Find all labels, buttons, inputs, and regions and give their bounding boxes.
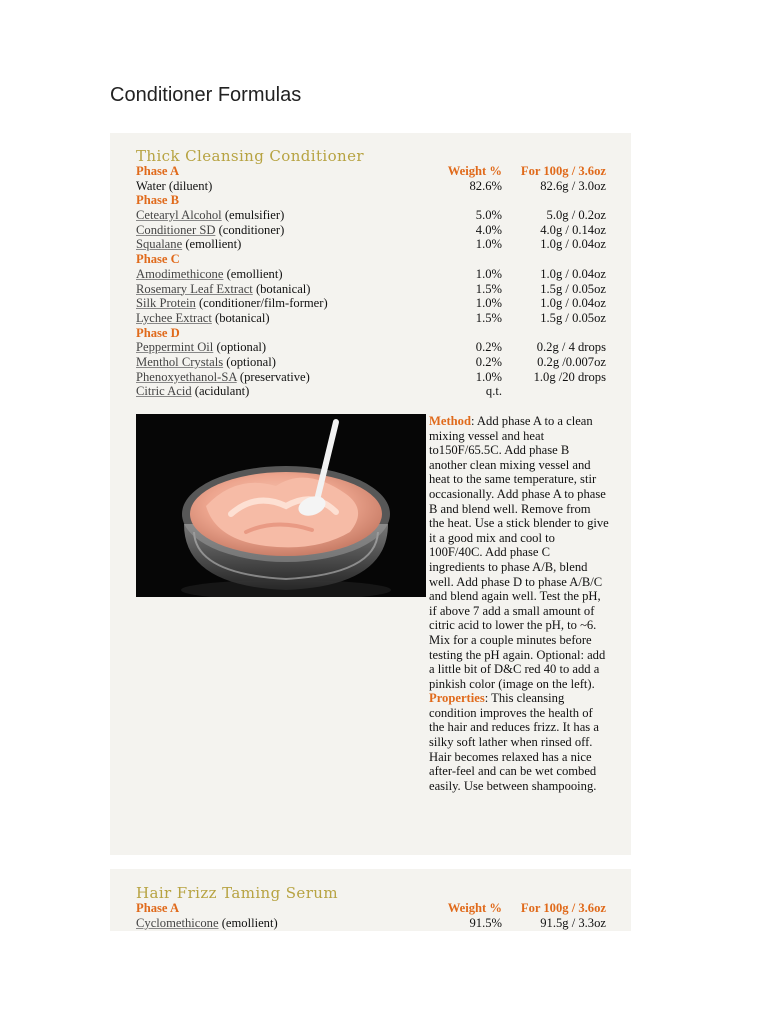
method-text: : Add phase A to a clean mixing vessel and heat to150F/65.5C. Add phase B another clean mixing vessel and heat to the same temperature, stir occasionally. Add phase A to phase B and blend well. Remove from the heat. Use a stick blender to give it a good mix and cool to 100F/40C. Add phase C ingredients to phase A/B, blend well. Add phase D to phase A/B/C and blend again well. Test the pH, if above 7 add a small amount of citric acid to lower the pH, to ~6. Mix for a couple minutes before testing the pH again. Optional: add a little bit of D&C red 40 to add a pinkish color (image on the left). [429,414,609,691]
ingredient-name [136,916,278,931]
ingredient-name [136,208,284,223]
ingredient-name [136,355,276,370]
weight-percent: 82.6% [469,178,502,193]
formula-card-thick-cleansing-conditioner [110,133,631,855]
phase-header [136,326,606,341]
ingredient-role: (conditioner) [215,222,285,237]
properties-label: Properties [429,691,485,706]
batch-amount: 0.2g /0.007oz [537,354,606,369]
amount-column-header: For 100g / 3.6oz [520,164,606,178]
ingredient-row [136,208,606,223]
ingredient-role: (preservative) [236,369,310,384]
ingredient-role: (conditioner/film-former) [195,296,328,311]
weight-percent: 1.0% [475,296,502,311]
page-title: Conditioner Formulas [110,84,302,106]
ingredient-row [136,223,606,238]
ingredient-name [136,282,311,297]
weight-percent: 5.0% [475,208,502,223]
weight-percent: q.t. [485,384,502,399]
ingredient-name [136,311,270,326]
ingredient-name [136,296,328,311]
batch-amount: 1.0g / 0.04oz [540,296,606,311]
ingredient-link[interactable]: Silk Protein [136,296,196,311]
batch-amount: 1.0g /20 drops [533,369,606,384]
ingredient-link[interactable]: Squalane [136,237,183,252]
ingredient-row [136,282,606,297]
phase-header [136,252,606,267]
weight-percent: 1.0% [475,237,502,252]
ingredient-link[interactable]: Menthol Crystals [136,354,224,369]
ingredient-role: (emollient) [218,915,278,930]
ingredient-role: (emollient) [223,266,283,281]
weight-percent: 1.5% [475,310,502,325]
ingredient-name [136,384,249,399]
phase-label: Phase A [136,164,180,178]
weight-column-header: Weight % [447,901,502,915]
ingredient-row [136,355,606,370]
product-photo [136,414,426,597]
ingredient-link[interactable]: Lychee Extract [136,310,212,325]
phase-header [136,901,606,916]
phase-label: Phase B [136,193,180,208]
ingredient-link[interactable]: Citric Acid [136,384,192,399]
batch-amount: 5.0g / 0.2oz [546,208,606,223]
ingredient-role: (botanical) [211,310,270,325]
batch-amount: 1.5g / 0.05oz [540,281,606,296]
weight-column-header: Weight % [447,164,502,178]
properties-text: : This cleansing condition improves the health of the hair and reduces frizz. It has a silky soft lather when rinsed off. Hair becomes relaxed has a nice after-feel and can be wet combed easily. Use between shampooing. [429,691,599,793]
weight-percent: 0.2% [475,354,502,369]
ingredient-row [136,267,606,282]
formula-title: Hair Frizz Taming Serum [136,884,338,902]
batch-amount: 0.2g / 4 drops [536,340,606,355]
phase-label: Phase C [136,252,180,267]
ingredient-role: (optional) [223,354,276,369]
phase-header [136,164,606,179]
weight-percent: 1.0% [475,266,502,281]
ingredient-link[interactable]: Peppermint Oil [136,340,214,355]
ingredient-row [136,340,606,355]
weight-percent: 91.5% [469,915,502,930]
phase-header [136,193,606,208]
formula-card-hair-frizz-taming-serum [110,869,631,931]
ingredient-row [136,179,606,194]
ingredient-row [136,370,606,385]
method-description [429,414,609,793]
ingredient-name [136,370,310,385]
ingredient-row [136,384,606,399]
ingredient-name [136,267,283,282]
ingredient-link[interactable]: Amodimethicone [136,266,224,281]
ingredient-role: (emulsifier) [221,208,285,223]
phase-label: Phase D [136,325,180,340]
weight-percent: 1.5% [475,281,502,296]
ingredient-link[interactable]: Cetearyl Alcohol [136,208,222,223]
ingredient-table [136,164,606,399]
method-label: Method [429,414,471,428]
batch-amount: 1.0g / 0.04oz [540,266,606,281]
ingredient-link[interactable]: Cyclomethicone [136,915,219,930]
ingredient-name [136,237,241,252]
batch-amount: 1.5g / 0.05oz [540,310,606,325]
ingredient-row [136,296,606,311]
weight-percent: 1.0% [475,369,502,384]
batch-amount: 82.6g / 3.0oz [540,178,606,193]
batch-amount: 4.0g / 0.14oz [540,222,606,237]
ingredient-role: (emollient) [182,237,242,252]
ingredient-link[interactable]: Rosemary Leaf Extract [136,281,253,296]
ingredient-name [136,340,266,355]
ingredient-link[interactable]: Phenoxyethanol-SA [136,369,237,384]
ingredient-table [136,901,606,930]
ingredient-role: (botanical) [252,281,311,296]
ingredient-name [136,223,284,238]
formula-title: Thick Cleansing Conditioner [136,147,364,165]
ingredient-role: (acidulant) [191,384,250,399]
ingredient-row [136,237,606,252]
ingredient-link[interactable]: Conditioner SD [136,222,216,237]
ingredient-row [136,311,606,326]
ingredient-row [136,916,606,931]
batch-amount: 91.5g / 3.3oz [540,915,606,930]
phase-label: Phase A [136,901,180,915]
ingredient-name: Water (diluent) [136,178,213,193]
batch-amount: 1.0g / 0.04oz [540,237,606,252]
ingredient-role: (optional) [213,340,267,355]
conditioner-jar-image [136,414,426,597]
weight-percent: 4.0% [475,222,502,237]
amount-column-header: For 100g / 3.6oz [520,901,606,915]
weight-percent: 0.2% [475,340,502,355]
